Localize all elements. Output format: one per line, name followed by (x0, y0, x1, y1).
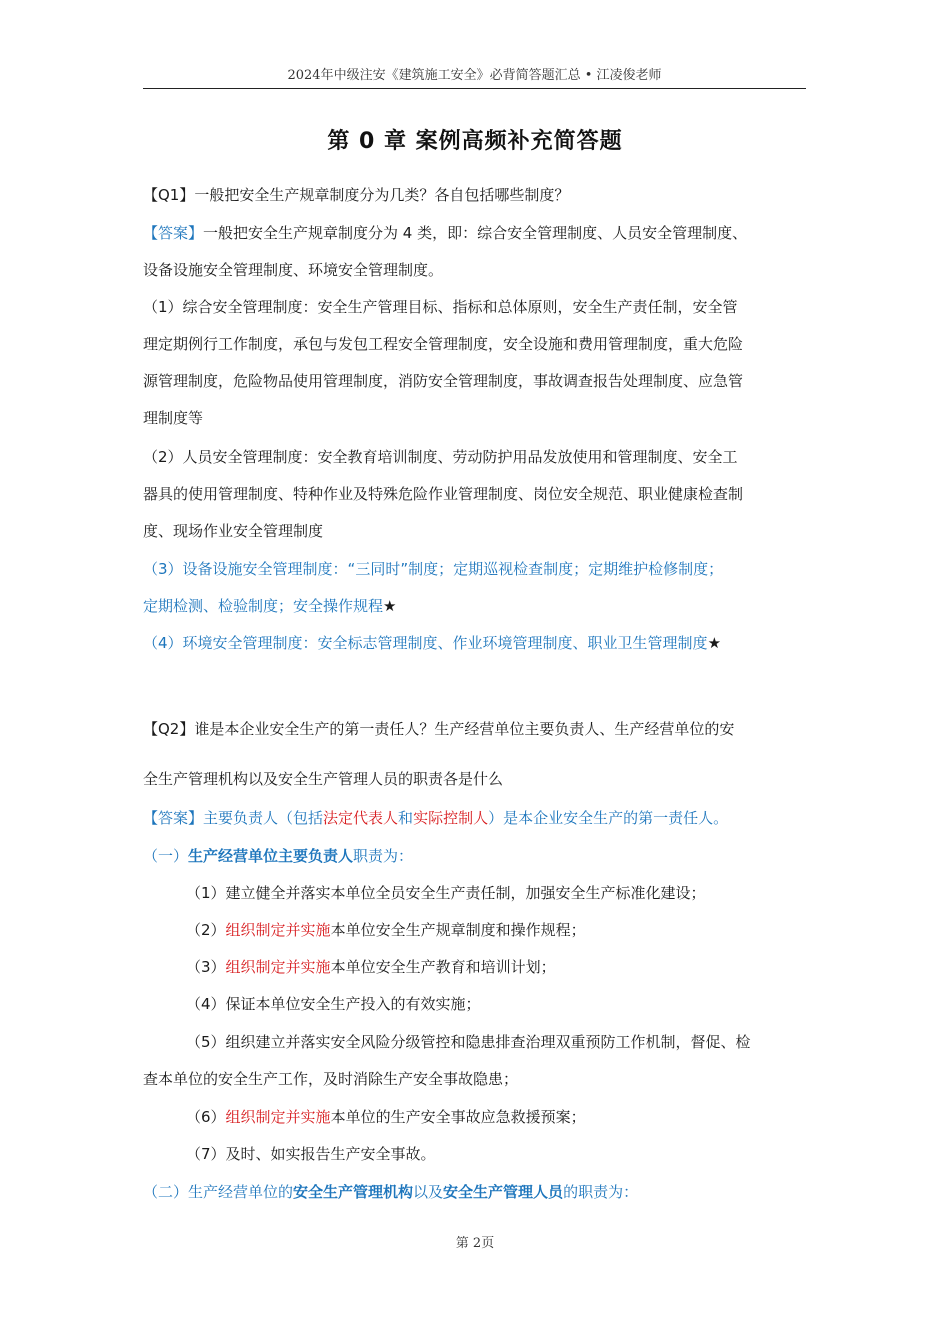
q1-p3-text: 定期检测、检验制度；安全操作规程 (143, 597, 384, 615)
section-2-mid: 以及 (413, 1183, 444, 1201)
duty-5-line-2: 查本单位的安全生产工作，及时消除生产安全事故隐患； (143, 1070, 519, 1088)
section-1-prefix: （一） (143, 847, 189, 865)
actual-controller: 实际控制人 (413, 809, 489, 827)
q1-p3-line-2 (143, 595, 396, 617)
legal-representative: 法定代表人 (323, 809, 399, 827)
duty-6 (186, 1106, 586, 1128)
duty-3 (186, 956, 556, 978)
duty-7: （7）及时、如实报告生产安全事故。 (186, 1145, 436, 1163)
section-2-suffix: 的职责为： (563, 1183, 639, 1201)
q2-question-line-1: 【Q2】谁是本企业安全生产的第一责任人？生产经营单位主要负责人、生产经营单位的安 (143, 720, 735, 738)
q2-answer-part1: 主要负责人（包括 (203, 809, 324, 827)
q2-answer-part3: ）是本企业安全生产的第一责任人。 (488, 809, 729, 827)
section-1-heading (143, 845, 413, 867)
section-2-bold-1: 安全生产管理机构 (293, 1183, 414, 1201)
duty-2-prefix: （2） (186, 921, 226, 939)
duty-3-prefix: （3） (186, 958, 226, 976)
duty-6-rest: 本单位的生产安全事故应急救援预案； (330, 1108, 586, 1126)
duty-5-line-1: （5）组织建立并落实安全风险分级管控和隐患排查治理双重预防工作机制，督促、检 (186, 1033, 751, 1051)
q1-p1-line-2: 理定期例行工作制度，承包与发包工程安全管理制度，安全设施和费用管理制度，重大危险 (143, 335, 744, 353)
duty-2 (186, 919, 586, 941)
duty-2-rest: 本单位安全生产规章制度和操作规程； (330, 921, 586, 939)
q1-p1-line-4: 理制度等 (143, 409, 204, 427)
q1-p3-line-1: （3）设备设施安全管理制度：“三同时”制度；定期巡视检查制度；定期维护检修制度； (143, 560, 724, 578)
q1-answer-line-1 (143, 222, 747, 244)
duty-6-prefix: （6） (186, 1108, 226, 1126)
q1-answer-text: 一般把安全生产规章制度分为 4 类，即：综合安全管理制度、人员安全管理制度、 (203, 224, 748, 242)
page-number: 第 2页 (455, 1236, 495, 1251)
chapter-title: 第 0 章 案例高频补充简答题 (327, 129, 623, 154)
duty-6-highlight: 组织制定并实施 (225, 1108, 331, 1126)
page-header: 2024年中级注安《建筑施工安全》必背简答题汇总 • 江凌俊老师 (143, 64, 806, 89)
q1-p2-line-2: 器具的使用管理制度、特种作业及特殊危险作业管理制度、岗位安全规范、职业健康检查制 (143, 485, 744, 503)
q2-question-line-2: 全生产管理机构以及安全生产管理人员的职责各是什么 (143, 770, 504, 788)
star-icon: ★ (383, 597, 397, 615)
answer-tag: 【答案】 (143, 809, 204, 827)
duty-4: （4）保证本单位安全生产投入的有效实施； (186, 995, 481, 1013)
duty-1: （1）建立健全并落实本单位全员安全生产责任制，加强安全生产标准化建设； (186, 884, 706, 902)
q2-answer (143, 807, 728, 829)
star-icon: ★ (707, 634, 722, 652)
section-2-bold-2: 安全生产管理人员 (443, 1183, 564, 1201)
section-1-bold: 生产经营单位主要负责人 (188, 847, 354, 865)
q1-p1-line-1: （1）综合安全管理制度：安全生产管理目标、指标和总体原则，安全生产责任制，安全管 (143, 298, 738, 316)
duty-3-highlight: 组织制定并实施 (225, 958, 331, 976)
section-2-heading (143, 1181, 638, 1203)
q1-p4-line-1 (143, 632, 721, 654)
q1-p1-line-3: 源管理制度，危险物品使用管理制度，消防安全管理制度，事故调查报告处理制度、应急管 (143, 372, 744, 390)
answer-tag: 【答案】 (143, 224, 204, 242)
q1-question: 【Q1】一般把安全生产规章制度分为几类？各自包括哪些制度？ (143, 186, 570, 204)
q2-answer-part2: 和 (398, 809, 414, 827)
q1-answer-line-2: 设备设施安全管理制度、环境安全管理制度。 (143, 261, 444, 279)
section-2-prefix: （二）生产经营单位的 (143, 1183, 294, 1201)
q1-p4-text: （4）环境安全管理制度：安全标志管理制度、作业环境管理制度、职业卫生管理制度 (143, 634, 708, 652)
section-1-suffix: 职责为： (353, 847, 414, 865)
duty-3-rest: 本单位安全生产教育和培训计划； (330, 958, 556, 976)
q1-p2-line-1: （2）人员安全管理制度：安全教育培训制度、劳动防护用品发放使用和管理制度、安全工 (143, 448, 738, 466)
duty-2-highlight: 组织制定并实施 (225, 921, 331, 939)
q1-p2-line-3: 度、现场作业安全管理制度 (143, 522, 324, 540)
